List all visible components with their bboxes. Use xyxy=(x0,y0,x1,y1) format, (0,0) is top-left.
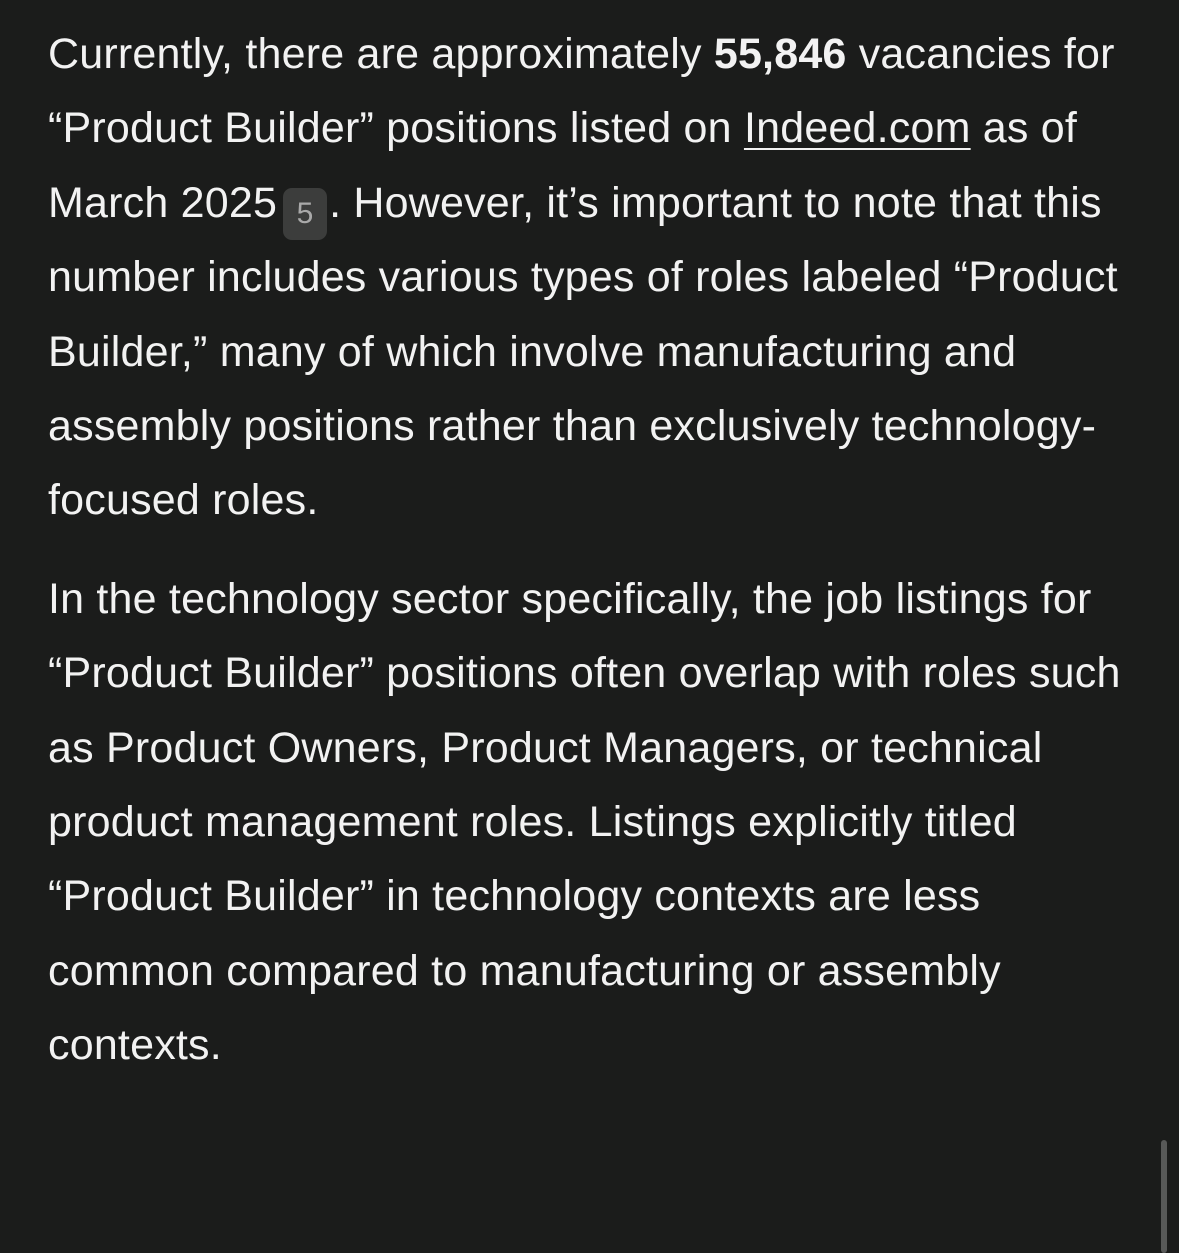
citation-badge[interactable]: 5 xyxy=(283,188,327,240)
vacancy-text: vacancies for “Product Builder” positions listed on xyxy=(48,30,1115,153)
paragraph-vacancies xyxy=(48,17,1133,538)
vacancy-count: 55,846 xyxy=(713,30,847,78)
scrollbar-thumb[interactable] xyxy=(1161,1140,1167,1253)
indeed-link[interactable]: Indeed.com xyxy=(743,104,971,153)
intro-text: Currently, there are approximately xyxy=(48,30,714,78)
note-text: . However, it’s important to note that this number includes various types of roles labeled “Product Builder,” many of which involve manufacturing and assembly positions rather than exclusively technology-focused roles. xyxy=(48,178,1118,525)
date-text: as of March 2025 xyxy=(48,104,1078,227)
response-text xyxy=(48,17,1133,1083)
paragraph-technology-sector: In the technology sector specifically, the job listings for “Product Builder” positions often overlap with roles such as Product Owners, Product Managers, or technical product management roles. Listings explicitly titled “Product Builder” in technology contexts are less common compared to manufacturing or assembly contexts. xyxy=(48,574,1121,1070)
